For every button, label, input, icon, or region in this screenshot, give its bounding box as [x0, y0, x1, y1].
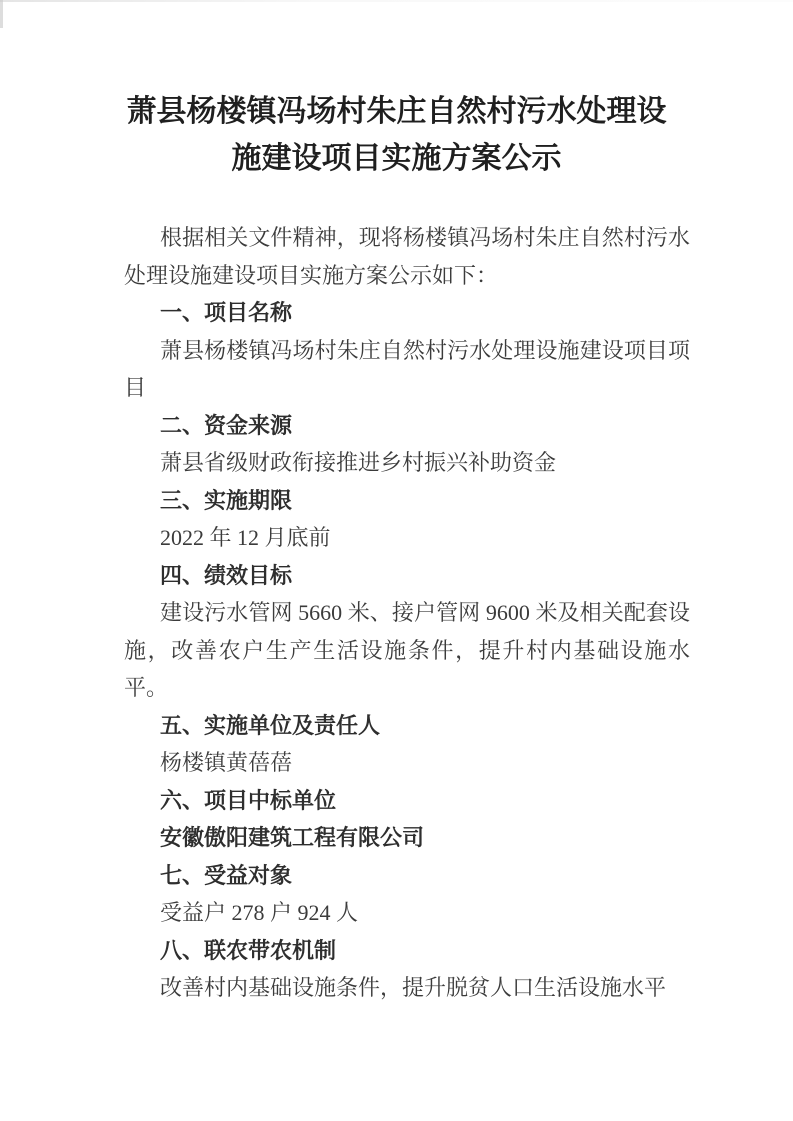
section-body-beneficiaries: 受益户 278 户 924 人: [160, 900, 359, 925]
section-heading-performance-goal: 四、绩效目标: [160, 562, 293, 588]
section-body-project-name: 萧县杨楼镇冯场村朱庄自然村污水处理设施建设项目项目: [124, 337, 690, 400]
scan-artifact-left-corner: [0, 0, 3, 28]
section-body-farmer-linkage-mechanism: 改善村内基础设施条件，提升脱贫人口生活设施水平: [160, 975, 667, 1000]
section-heading-implementing-unit: 五、实施单位及责任人: [160, 712, 381, 738]
section-heading-funding-source: 二、资金来源: [160, 412, 293, 438]
section-body-implementing-unit: 杨楼镇黄蓓蓓: [160, 750, 293, 775]
section-heading-winning-bidder: 六、项目中标单位: [160, 787, 337, 813]
scan-artifact-top-edge: [0, 0, 793, 2]
section-heading-project-name: 一、项目名称: [160, 300, 293, 325]
section-heading-implementation-period: 三、实施期限: [160, 487, 293, 513]
section-heading-beneficiaries: 七、受益对象: [160, 862, 293, 888]
section-body-winning-bidder: 安徽傲阳建筑工程有限公司: [160, 825, 425, 850]
document-title: 萧县杨楼镇冯场村朱庄自然村污水处理设施建设项目实施方案公示: [126, 95, 667, 175]
section-body-implementation-period: 2022 年 12 月底前: [160, 525, 331, 550]
document-body: [124, 219, 690, 1007]
intro-paragraph: 根据相关文件精神，现将杨楼镇冯场村朱庄自然村污水处理设施建设项目实施方案公示如下：: [124, 225, 690, 288]
section-body-funding-source: 萧县省级财政衔接推进乡村振兴补助资金: [160, 450, 557, 475]
section-body-performance-goal: 建设污水管网 5660 米、接户管网 9600 米及相关配套设施，改善农户生产生活设施条件，提升村内基础设施水平。: [124, 600, 690, 700]
section-heading-farmer-linkage-mechanism: 八、联农带农机制: [160, 937, 337, 963]
